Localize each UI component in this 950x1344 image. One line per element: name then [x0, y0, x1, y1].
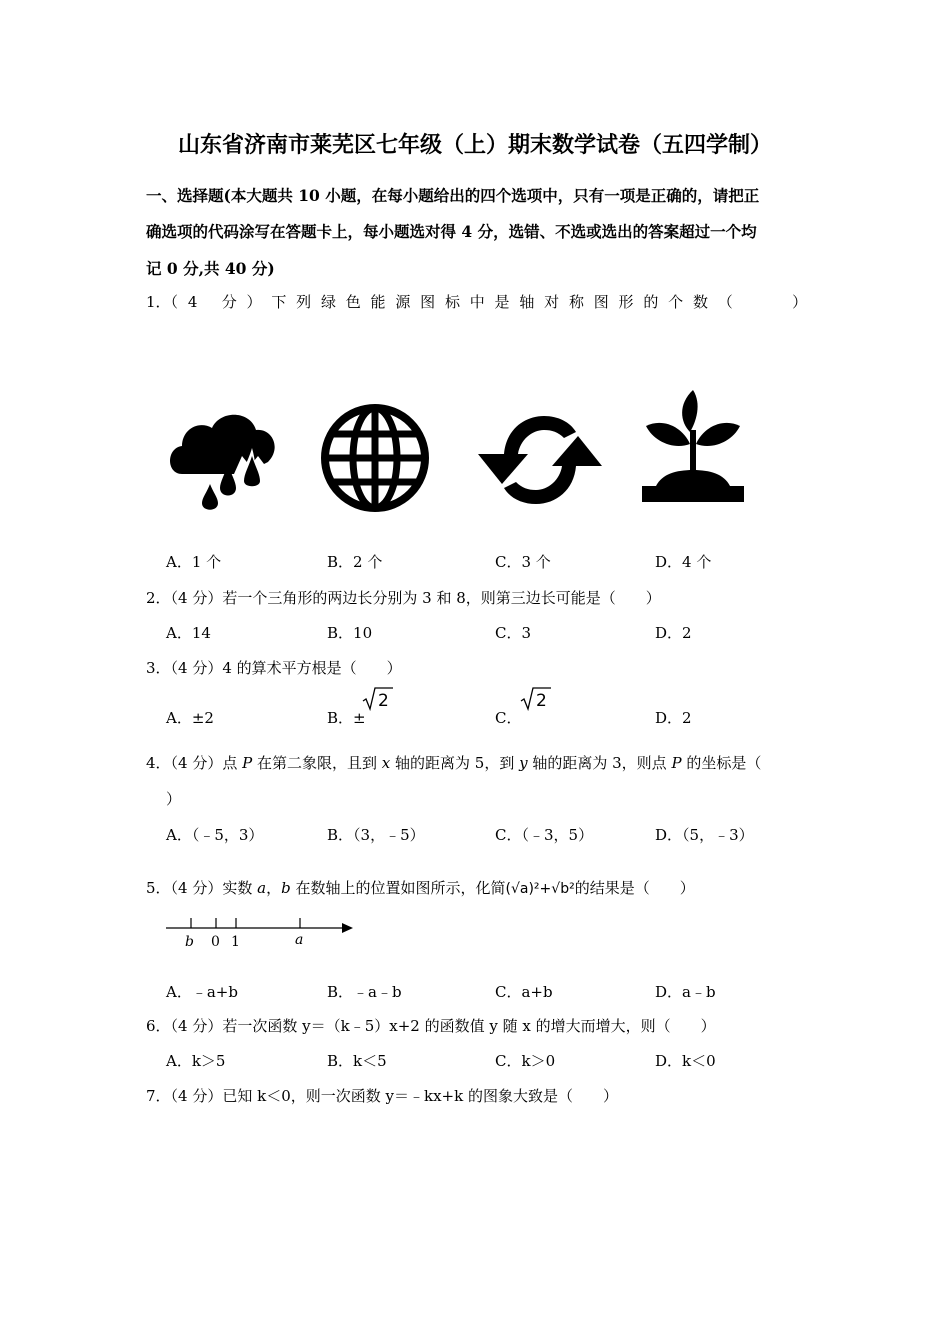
recycle-arrows-icon: [478, 404, 602, 516]
question-number: 3．: [146, 659, 171, 677]
section-heading-line-3: 记 0 分,共 40 分): [146, 259, 275, 278]
q4-option-b[interactable]: B．（3，﹣5）: [327, 826, 425, 844]
q1-option-b[interactable]: B．2 个: [327, 553, 383, 571]
question-text: 的结果是（ ）: [574, 879, 695, 897]
radicand: 2: [378, 691, 389, 711]
q1-option-c[interactable]: C．3 个: [495, 553, 551, 571]
question-text: （4 分）已知 k＜0，则一次函数 y＝﹣kx+k 的图象大致是（ ）: [170, 1087, 618, 1105]
question-text: 在第二象限，且到: [252, 754, 382, 772]
question-number: 4．: [146, 754, 171, 772]
q6-option-d[interactable]: D．k＜0: [655, 1052, 716, 1070]
question-text: 在数轴上的位置如图所示，化简: [290, 879, 506, 897]
sprout-icon: [640, 386, 746, 506]
q6-option-b[interactable]: B．k＜5: [327, 1052, 387, 1070]
question-number: 1．: [146, 293, 171, 311]
question-text: （4 分）若一次函数 y＝（k﹣5）x+2 的函数值 y 随 x 的增大而增大，则（ ）: [170, 1017, 716, 1035]
question-5: [146, 877, 695, 898]
question-7: [146, 1085, 618, 1106]
q4-option-d[interactable]: D．（5，﹣3）: [655, 826, 754, 844]
section-heading-line-2: 确选项的代码涂写在答题卡上，每小题选对得 4 分，选错、不选或选出的答案超过一个均: [146, 222, 757, 241]
question-text: （4 分）4 的算术平方根是（ ）: [170, 659, 402, 677]
q4-option-a[interactable]: A．（﹣5，3）: [166, 826, 264, 844]
section-heading-line-1: 一、选择题(本大题共 10 小题，在每小题给出的四个选项中，只有一项是正确的，请把正: [146, 186, 760, 205]
question-4: [146, 752, 761, 773]
q5-option-a[interactable]: A．﹣a+b: [166, 983, 238, 1001]
question-6: [146, 1015, 716, 1036]
question-text: 轴的距离为 5，到: [390, 754, 520, 772]
question-text: ，: [266, 879, 282, 897]
var-x: x: [381, 754, 391, 772]
question-number: 2．: [146, 589, 171, 607]
radicand: 2: [536, 691, 547, 711]
q3-option-d[interactable]: D．2: [655, 709, 692, 727]
q2-option-d[interactable]: D．2: [655, 624, 692, 642]
q6-option-a[interactable]: A．k＞5: [166, 1052, 226, 1070]
question-text: （4 分）实数: [170, 879, 258, 897]
question-text: 的坐标是（: [681, 754, 762, 772]
tick-label-a: a: [295, 932, 304, 948]
q2-option-c[interactable]: C．3: [495, 624, 532, 642]
var-a: a: [257, 879, 267, 897]
q5-option-b[interactable]: B．﹣a﹣b: [327, 983, 402, 1001]
question-2: [146, 587, 661, 608]
q3-option-c[interactable]: C．: [495, 709, 522, 727]
var-p: P: [671, 754, 682, 772]
q3-option-a[interactable]: A．±2: [166, 709, 214, 727]
question-text: （4 分）点: [170, 754, 243, 772]
sqrt-2-symbol: [520, 686, 552, 712]
question-number: 6．: [146, 1017, 171, 1035]
cloud-rain-icon: [164, 408, 280, 514]
q1-option-d[interactable]: D．4 个: [655, 553, 712, 571]
question-4-continuation: ）: [166, 790, 182, 808]
page-title: 山东省济南市莱芜区七年级（上）期末数学试卷（五四学制）: [177, 132, 772, 158]
question-text: （4 分）若一个三角形的两边长分别为 3 和 8，则第三边长可能是（ ）: [170, 589, 661, 607]
var-p: P: [242, 754, 253, 772]
question-1: [146, 291, 817, 312]
q1-option-a[interactable]: A．1 个: [166, 553, 222, 571]
globe-icon: [318, 402, 432, 514]
sqrt-2-symbol: [362, 686, 394, 712]
question-text: （4 分）下列绿色能源图标中是轴对称图形的个数（ ）: [170, 293, 817, 311]
q2-option-a[interactable]: A．14: [166, 624, 211, 642]
q4-option-c[interactable]: C．（﹣3，5）: [495, 826, 594, 844]
tick-label-0: 0: [211, 934, 220, 950]
tick-label-b: b: [185, 934, 194, 950]
q3-option-b[interactable]: B．±: [327, 709, 366, 727]
question-number: 5．: [146, 879, 171, 897]
question-number: 7．: [146, 1087, 171, 1105]
number-line: [164, 912, 358, 950]
question-text: 轴的距离为 3，则点: [527, 754, 672, 772]
math-expression: (√a)²+√b²: [505, 881, 575, 897]
tick-label-1: 1: [231, 934, 240, 950]
q5-option-c[interactable]: C．a+b: [495, 983, 553, 1001]
var-b: b: [281, 879, 291, 897]
q6-option-c[interactable]: C．k＞0: [495, 1052, 556, 1070]
var-y: y: [519, 754, 528, 772]
question-3: [146, 657, 402, 678]
q2-option-b[interactable]: B．10: [327, 624, 373, 642]
q5-option-d[interactable]: D．a﹣b: [655, 983, 716, 1001]
